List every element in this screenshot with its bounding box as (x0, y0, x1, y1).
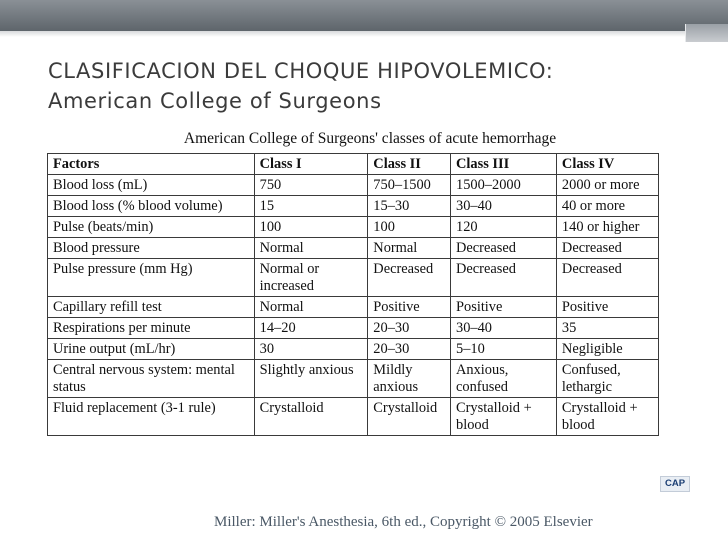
table-cell-factor: Capillary refill test (48, 297, 255, 318)
slide-top-bar (0, 0, 728, 31)
table-cell: 120 (451, 217, 557, 238)
table-cell: Confused, lethargic (556, 360, 658, 398)
cap-logo: CAP (660, 476, 690, 492)
table-cell: 1500–2000 (451, 175, 557, 196)
table-cell: Normal or increased (254, 259, 368, 297)
hemorrhage-classes-table (47, 153, 659, 436)
table-cell: Decreased (556, 238, 658, 259)
table-row (48, 339, 659, 360)
table-cell: Negligible (556, 339, 658, 360)
table-cell: Decreased (556, 259, 658, 297)
table-cell-factor: Blood loss (% blood volume) (48, 196, 255, 217)
table-cell: Slightly anxious (254, 360, 368, 398)
table-cell: Positive (451, 297, 557, 318)
table-cell: 15–30 (368, 196, 451, 217)
citation: Miller: Miller's Anesthesia, 6th ed., Copyright © 2005 Elsevier (214, 514, 593, 530)
table-cell: 20–30 (368, 339, 451, 360)
table-cell: 35 (556, 318, 658, 339)
table-cell: 100 (254, 217, 368, 238)
table-cell: 140 or higher (556, 217, 658, 238)
table-cell: Normal (254, 297, 368, 318)
table-cell: Positive (368, 297, 451, 318)
table-row (48, 217, 659, 238)
table-cell-factor: Central nervous system: mental status (48, 360, 255, 398)
table-cell-factor: Urine output (mL/hr) (48, 339, 255, 360)
table-cell: 30–40 (451, 318, 557, 339)
column-header-class-1: Class I (254, 154, 368, 175)
column-header-factors: Factors (48, 154, 255, 175)
table-cell: Decreased (451, 259, 557, 297)
column-header-class-4: Class IV (556, 154, 658, 175)
table-row (48, 196, 659, 217)
slide-title (48, 56, 553, 116)
table-heading-text: American College of Surgeons' classes of acute hemorrhage (183, 130, 557, 147)
table-cell: Decreased (451, 238, 557, 259)
table-heading (0, 130, 728, 148)
slide-top-bar-highlight (0, 31, 728, 37)
table-cell-factor: Pulse pressure (mm Hg) (48, 259, 255, 297)
table-cell: 750 (254, 175, 368, 196)
table-cell-factor: Fluid replacement (3-1 rule) (48, 398, 255, 436)
table-cell: 30–40 (451, 196, 557, 217)
table-cell: 15 (254, 196, 368, 217)
table-cell: 20–30 (368, 318, 451, 339)
table-cell-factor: Pulse (beats/min) (48, 217, 255, 238)
table-cell: 5–10 (451, 339, 557, 360)
table-cell: Mildly anxious (368, 360, 451, 398)
table-cell: Crystalloid + blood (451, 398, 557, 436)
table-cell: 2000 or more (556, 175, 658, 196)
table-cell: Normal (368, 238, 451, 259)
table-cell: Crystalloid (368, 398, 451, 436)
slide-title-line2: American College of Surgeons (48, 89, 382, 113)
table-row (48, 238, 659, 259)
column-header-class-3: Class III (451, 154, 557, 175)
table-cell: 30 (254, 339, 368, 360)
table-cell-factor: Blood pressure (48, 238, 255, 259)
table-header-row (48, 154, 659, 175)
table-cell: 40 or more (556, 196, 658, 217)
slide-corner-tab (685, 24, 728, 42)
table-cell: Positive (556, 297, 658, 318)
table-row (48, 360, 659, 398)
table-cell: Decreased (368, 259, 451, 297)
table-cell: Anxious, confused (451, 360, 557, 398)
table-row (48, 318, 659, 339)
table-row (48, 175, 659, 196)
table-cell-factor: Blood loss (mL) (48, 175, 255, 196)
column-header-class-2: Class II (368, 154, 451, 175)
slide-title-line1: CLASIFICACION DEL CHOQUE HIPOVOLEMICO: (48, 59, 554, 83)
table-cell: 750–1500 (368, 175, 451, 196)
table-cell: 100 (368, 217, 451, 238)
table-cell: Normal (254, 238, 368, 259)
table-row (48, 259, 659, 297)
table-row (48, 297, 659, 318)
table-cell-factor: Respirations per minute (48, 318, 255, 339)
table-row (48, 398, 659, 436)
table-cell: Crystalloid (254, 398, 368, 436)
table-cell: 14–20 (254, 318, 368, 339)
table-cell: Crystalloid + blood (556, 398, 658, 436)
